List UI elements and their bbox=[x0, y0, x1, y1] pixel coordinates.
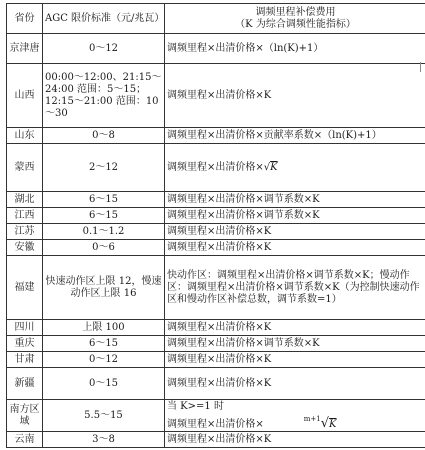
province-cell: 蒙西 bbox=[7, 144, 43, 192]
province-cell: 湖北 bbox=[7, 192, 43, 208]
agc-compensation-table bbox=[6, 3, 425, 448]
province-cell: 南方区域 bbox=[7, 400, 43, 432]
formula-cell: 调频里程×出清价格×调节系数×K bbox=[165, 336, 425, 352]
limit-cell: 2～12 bbox=[43, 144, 165, 192]
limit-cell: 快速动作区上限 12，慢速动作区上限 16 bbox=[43, 256, 165, 320]
edge-mark bbox=[420, 62, 421, 72]
formula-cell: 调频里程×出清价格×K bbox=[165, 224, 425, 240]
limit-cell: 00:00～12:00、21:15～24:00 范围：5～15；12:15～21:00 范围：10～30 bbox=[43, 64, 165, 128]
table-row bbox=[7, 336, 425, 352]
formula-cell bbox=[165, 400, 425, 432]
header-limit: AGC 限价标准（元/兆瓦） bbox=[43, 4, 165, 34]
province-cell: 新疆 bbox=[7, 368, 43, 400]
province-cell: 京津唐 bbox=[7, 34, 43, 64]
limit-cell: 0～8 bbox=[43, 128, 165, 144]
limit-cell: 0.1～1.2 bbox=[43, 224, 165, 240]
limit-cell: 0～12 bbox=[43, 352, 165, 368]
limit-cell: 6～15 bbox=[43, 336, 165, 352]
formula-cell: 调频里程×出清价格×调节系数×K bbox=[165, 192, 425, 208]
province-cell: 江苏 bbox=[7, 224, 43, 240]
table-row bbox=[7, 432, 425, 448]
header-formula-line2: （K 为综合调频性能指标） bbox=[235, 18, 356, 30]
table-row bbox=[7, 320, 425, 336]
sqrt-operand: K bbox=[270, 161, 278, 173]
limit-cell: 0～12 bbox=[43, 34, 165, 64]
table-row bbox=[7, 128, 425, 144]
province-cell: 四川 bbox=[7, 320, 43, 336]
formula-cell bbox=[165, 144, 425, 192]
province-cell: 山东 bbox=[7, 128, 43, 144]
table-row bbox=[7, 240, 425, 256]
table-row bbox=[7, 208, 425, 224]
root-sign-icon: √ bbox=[320, 415, 330, 431]
formula-cell: 调频里程×出清价格×K bbox=[165, 320, 425, 336]
formula-cell: 调频里程×出清价格×K bbox=[165, 240, 425, 256]
formula-cell: 调频里程×出清价格×K bbox=[165, 64, 425, 128]
formula-cell: 调频里程×出清价格×贡献率系数×（ln(K)+1） bbox=[165, 128, 425, 144]
root-index: m+1 bbox=[303, 414, 321, 423]
formula-cell: 调频里程×出清价格×（ln(K)+1） bbox=[165, 34, 425, 64]
limit-cell: 5.5～15 bbox=[43, 400, 165, 432]
limit-cell: 上限 100 bbox=[43, 320, 165, 336]
limit-cell: 3～8 bbox=[43, 432, 165, 448]
formula-cell: 调频里程×出清价格×K bbox=[165, 352, 425, 368]
formula-text: 调频里程×出清价格×√ bbox=[167, 161, 271, 173]
table-row bbox=[7, 352, 425, 368]
header-row bbox=[7, 4, 425, 34]
header-province: 省份 bbox=[7, 4, 43, 34]
root-operand: K bbox=[329, 418, 337, 430]
province-cell: 福建 bbox=[7, 256, 43, 320]
formula-text: 调频里程×出清价格× bbox=[167, 418, 264, 430]
province-cell: 安徽 bbox=[7, 240, 43, 256]
header-formula bbox=[165, 4, 425, 34]
table-row bbox=[7, 256, 425, 320]
table-row bbox=[7, 400, 425, 432]
formula-cell: 调频里程×出清价格×K bbox=[165, 368, 425, 400]
province-cell: 江西 bbox=[7, 208, 43, 224]
province-cell: 山西 bbox=[7, 64, 43, 128]
table-row bbox=[7, 224, 425, 240]
table-row bbox=[7, 368, 425, 400]
province-cell: 云南 bbox=[7, 432, 43, 448]
table-row bbox=[7, 34, 425, 64]
formula-condition: 当 K>=1 时 bbox=[167, 400, 224, 412]
header-formula-line1: 调频里程补偿费用 bbox=[255, 6, 336, 18]
table-row bbox=[7, 144, 425, 192]
limit-cell: 6～15 bbox=[43, 208, 165, 224]
formula-cell: 调频里程×出清价格×K bbox=[165, 432, 425, 448]
province-cell: 重庆 bbox=[7, 336, 43, 352]
limit-cell: 6～15 bbox=[43, 192, 165, 208]
limit-cell: 0～6 bbox=[43, 240, 165, 256]
limit-cell: 0～15 bbox=[43, 368, 165, 400]
province-cell: 甘肃 bbox=[7, 352, 43, 368]
table-row bbox=[7, 192, 425, 208]
formula-cell: 快动作区：调频里程×出清价格×调节系数×K；慢动作区：调频里程×出清价格×调节系数×K（为控制快速动作区和慢动作区补偿总数，调节系数=1） bbox=[165, 256, 425, 320]
table-row bbox=[7, 64, 425, 128]
formula-cell: 调频里程×出清价格×调节系数×K bbox=[165, 208, 425, 224]
